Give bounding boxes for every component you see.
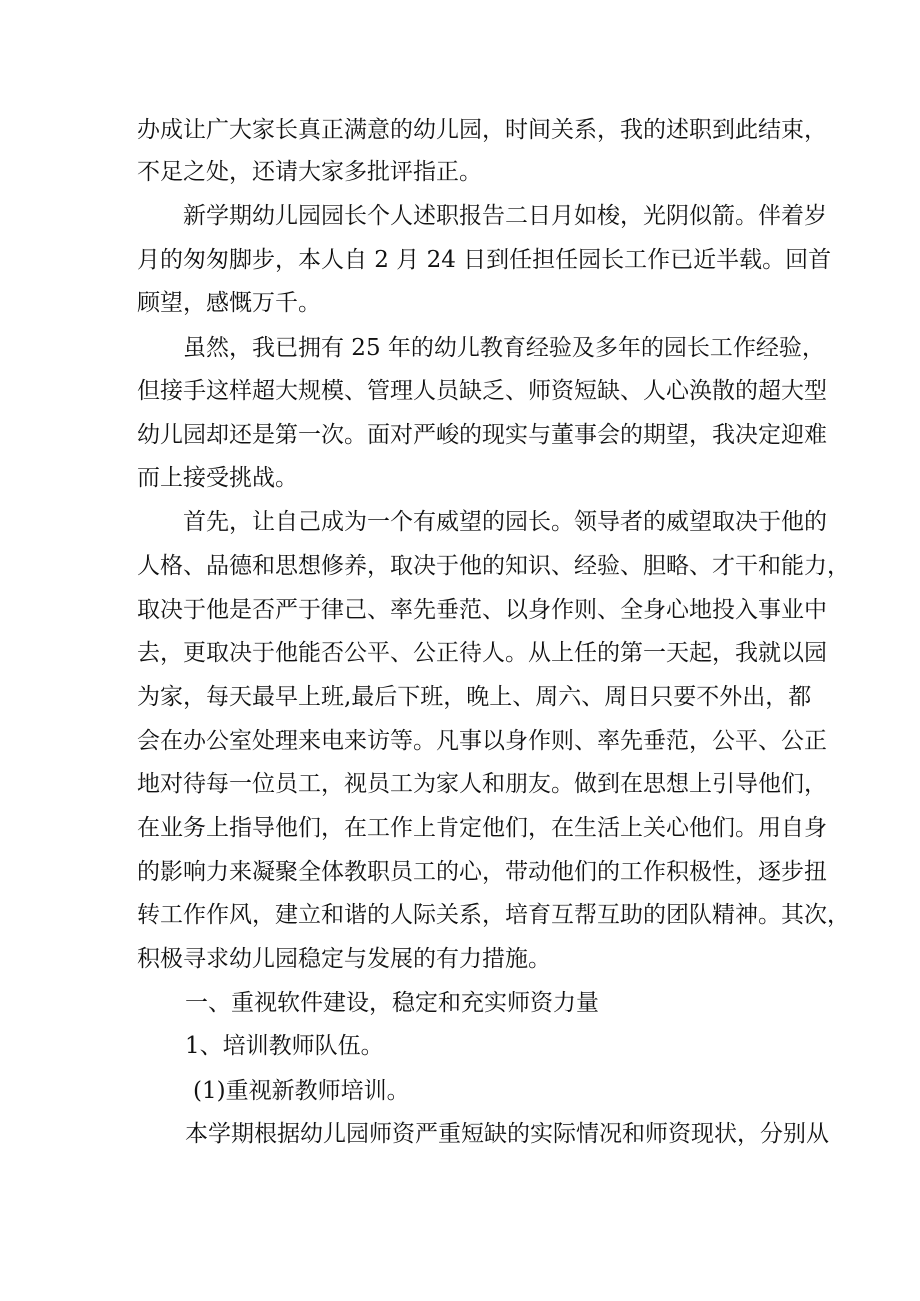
text-line-content: 为家，每天最早上班,最后下班，晚上、周六、周日只要不外出，都	[137, 684, 812, 710]
text-line	[0, 939, 920, 979]
text-line-content: 本学期根据幼儿园师资严重短缺的实际情况和师资现状，分别从	[185, 1121, 829, 1147]
text-line-content: 新学期幼儿园园长个人述职报告二日月如梭，光阴似箭。伴着岁	[183, 203, 827, 229]
text-line	[0, 110, 920, 150]
text-line-content: 取决于他是否严于律己、率先垂范、以身作则、全身心地投入事业中	[137, 597, 827, 623]
text-line	[0, 196, 920, 236]
text-line	[0, 852, 920, 892]
text-line	[0, 895, 920, 935]
text-line-content: 虽然，我已拥有 25 年的幼儿教育经验及多年的园长工作经验，	[183, 335, 825, 361]
section-heading-text: 一、重视软件建设，稳定和充实师资力量	[185, 990, 599, 1016]
text-line-content: 去，更取决于他能否公平、公正待人。从上任的第一天起，我就以园	[137, 640, 827, 666]
text-line-content: 转工作作风，建立和谐的人际关系，培育互帮互助的团队精神。其次，	[137, 902, 850, 928]
text-line-content: 月的匆匆脚步，本人自 2 月 24 日到任担任园长工作已近半载。回首	[137, 247, 832, 273]
text-line	[0, 764, 920, 804]
text-line	[0, 371, 920, 411]
subsection-heading	[0, 1026, 920, 1066]
text-line	[0, 721, 920, 761]
text-line-content: 首先，让自己成为一个有威望的园长。领导者的威望取决于他的	[183, 509, 827, 535]
text-line-content: 办成让广大家长真正满意的幼儿园，时间关系，我的述职到此结束，	[137, 117, 827, 143]
text-line	[0, 677, 920, 717]
text-line	[0, 240, 920, 280]
text-line	[0, 633, 920, 673]
text-line	[0, 283, 920, 323]
subsection-heading-text: 1、培训教师队伍。	[185, 1033, 384, 1059]
text-line-content: 顾望，感慨万千。	[137, 290, 321, 316]
text-line-content: 在业务上指导他们，在工作上肯定他们，在生活上关心他们。用自身	[137, 815, 827, 841]
text-line-content: 积极寻求幼儿园稳定与发展的有力措施。	[137, 946, 551, 972]
text-line-content: 人格、品德和思想修养，取决于他的知识、经验、胆略、才干和能力，	[137, 553, 850, 579]
text-line	[0, 1114, 920, 1154]
text-line-content: 而上接受挑战。	[137, 465, 298, 491]
text-line-content: 地对待每一位员工，视员工为家人和朋友。做到在思想上引导他们，	[137, 771, 827, 797]
text-line	[0, 328, 920, 368]
section-heading	[0, 983, 920, 1023]
text-line	[0, 546, 920, 586]
text-line	[0, 415, 920, 455]
item-heading-text: (1)重视新教师培训。	[193, 1078, 410, 1104]
text-line-content: 但接手这样超大规模、管理人员缺乏、师资短缺、人心涣散的超大型	[137, 378, 827, 404]
item-heading	[0, 1071, 920, 1111]
text-line-content: 的影响力来凝聚全体教职员工的心，带动他们的工作积极性，逐步扭	[137, 859, 827, 885]
text-line-content: 不足之处，还请大家多批评指正。	[137, 159, 482, 185]
text-line	[0, 152, 920, 192]
text-line	[0, 458, 920, 498]
text-line	[0, 590, 920, 630]
text-line-content: 幼儿园却还是第一次。面对严峻的现实与董事会的期望，我决定迎难	[137, 422, 827, 448]
text-line	[0, 808, 920, 848]
text-line	[0, 502, 920, 542]
text-line-content: 会在办公室处理来电来访等。凡事以身作则、率先垂范，公平、公正	[137, 728, 827, 754]
